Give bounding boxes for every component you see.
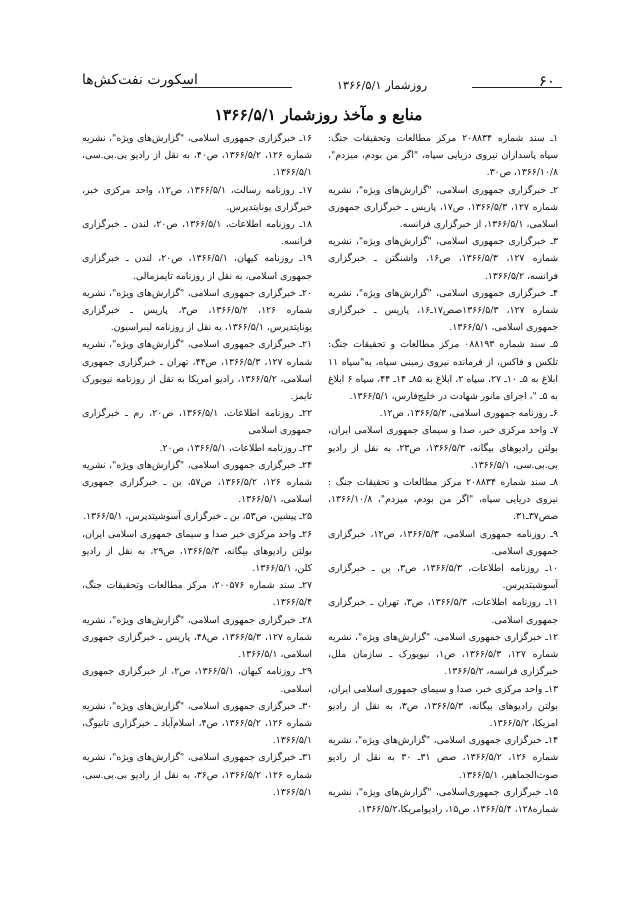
reference-item: ۴ـ خبرگزاری جمهوری اسلامی، "گزارش‌های ویژه"، نشریه شماره ۱۲۷، ۱۳۶۶/۵/۳صص۱۷ـ۱۶، پاریس ـ خبرگزاری جمهوری اسلامی، ۱۳۶۶/۵/۱. [328, 287, 558, 334]
reference-item: ۲۰ـ خبرگزاری جمهوری اسلامی، "گزارش‌های ویژه"، نشریه شماره ۱۲۶، ۱۳۶۶/۵/۲، ص۳، پاریس ـ خبرگزاری یونایتدپرس، ۱۳۶۶/۵/۱، به نقل از روزنامه لیبراسیون. [82, 287, 312, 334]
reference-item: ۱۱ـ روزنامه اطلاعات، ۱۳۶۶/۵/۳، ص۳، تهران ـ خبرگزاری جمهوری اسلامی. [328, 597, 558, 626]
reference-item: ۲۶ـ واحد مرکزی خبر صدا و سیمای جمهوری اسلامی ایران، بولتن رادیوهای بیگانه، ۱۳۶۶/۵/۳، ص۲۹، به نقل از رادیو کلن، ۱۳۶۶/۵/۱. [82, 528, 312, 575]
reference-item: ۳ـ خبرگزاری جمهوری اسلامی، "گزارش‌های ویژه"، نشریه شماره ۱۲۷، ۱۳۶۶/۵/۳، ص۱۶، واشنگتن ـ خبرگزاری فرانسه، ۱۳۶۶/۵/۲. [328, 236, 558, 282]
reference-item: ۳۰ـ خبرگزاری جمهوری اسلامی، "گزارش‌های ویژه"، نشریه شماره ۱۲۶، ۱۳۶۶/۵/۲، ص۴، اسلام‌آباد ـ خبرگزاری تانیوگ، ۱۳۶۶/۵/۱. [82, 700, 312, 747]
references-columns [82, 130, 558, 840]
reference-item: ۱۹ـ روزنامه کیهان، ۱۳۶۶/۵/۱، ص۲۰، لندن ـ خبرگزاری جمهوری اسلامی، به نقل از روزنامه تایمزمالی. [82, 253, 313, 282]
header-date-label: روزشمار ۱۳۶۶/۵/۱ [336, 78, 428, 92]
reference-item: ۲۴ـ خبرگزاری جمهوری اسلامی، "گزارش‌های ویژه"، نشریه شماره ۱۲۶، ۱۳۶۶/۵/۲، ص۵۷، بن ـ خبرگزاری جمهوری اسلامی، ۱۳۶۶/۵/۱. [82, 459, 312, 506]
section-title: منابع و مآخذ روزشمار ۱۳۶۶/۵/۱ [214, 105, 423, 124]
page-header [82, 66, 555, 96]
reference-item: ۲۲ـ روزنامه اطلاعات، ۱۳۶۶/۵/۱، ص۲۰، رم ـ خبرگزاری جمهوری اسلامی [82, 408, 312, 437]
book-title: اسکورت نفت‌کش‌ها [82, 72, 198, 88]
reference-item: ۵ـ سند شماره ۰۸۸۱۹۳ مرکز مطالعات و تحقیقات جنگ: تلکس و فاکس، از فرمانده نیروی زمینی سپاه، به"سپاه ۱۱ ابلاغ به ۵ـ ۱۰ـ ۲۷، سپاه ۲، ابلاغ به ۸۵ـ ۱۴ـ ۴۴، سپاه ۶ ابلاغ به ۵ـ "، اجرای مانور شهادت در خلیج‌فارس، ۱۳۶۶/۵/۱. [328, 339, 558, 403]
reference-item: ۸ـ سند شماره ۲۰۸۸۳۴ مرکز مطالعات و تحقیقات جنگ : نیروی دریایی سپاه، "اگر من بودم، میزدم"، ۱۳۶۶/۱۰/۸، صص۳۷ـ۳۱. [328, 477, 558, 523]
reference-item: ۲۸ـ خبرگزاری جمهوری اسلامی، "گزارش‌های ویژه"، نشریه شماره ۱۲۷، ۱۳۶۶/۵/۳، ص۴۸، پاریس ـ خبرگزاری جمهوری اسلامی، ۱۳۶۶/۵/۱. [82, 614, 312, 661]
page-number: ۶۰ [538, 72, 555, 90]
reference-item: ۱۶ـ خبرگزاری جمهوری اسلامی، "گزارش‌های ویژه"، نشریه شماره ۱۲۶، ۱۳۶۶/۵/۲، ص۴۰، به نقل از رادیو بی.بی.سی، ۱۳۶۶/۵/۱. [82, 133, 312, 179]
reference-item: ۱۴ـ خبرگزاری جمهوری اسلامی، "گزارش‌های ویژه"، نشریه شماره ۱۲۶، ۱۳۶۶/۵/۲، صص ۳۱ـ ۳۰ به نقل از رادیو صوت‌الجماهیر، ۱۳۶۶/۵/۱. [328, 735, 558, 781]
reference-item: ۷ـ واحد مرکزی خبر، صدا و سیمای جمهوری اسلامی ایران، بولتن رادیوهای بیگانه، ۱۳۶۶/۵/۳، ص۲۳، به نقل از رادیو بی.بی.سی، ۱۳۶۶/۵/۱. [328, 425, 558, 471]
reference-item: ۱۰ـ روزنامه اطلاعات، ۱۳۶۶/۵/۳، ص۳، بن ـ خبرگزاری آسوشیتدپرس. [328, 563, 559, 592]
reference-item: ۱۲ـ خبرگزاری جمهوری اسلامی، "گزارش‌های ویژه"، نشریه شماره ۱۲۷، ۱۳۶۶/۵/۳، ص۱، نیویورک ـ سازمان ملل، خبرگزاری فرانسه، ۱۳۶۶/۵/۲. [328, 631, 558, 678]
reference-item: ۱۵ـ خبرگزاری جمهوری‌اسلامی، "گزارش‌های ویژه"، نشریه شماره۱۲۸، ۱۳۶۶/۵/۴، ص۱۵، رادیوامریکا،۱۳۶۶/۵/۲. [328, 786, 558, 815]
reference-item: ۲۷ـ سند شماره ۲۰۰۵۷۶، مرکز مطالعات وتحقیقات جنگ، ۱۳۶۶/۵/۴. [82, 580, 312, 609]
reference-item: ۲۹ـ روزنامه کیهان، ۱۳۶۶/۵/۱، ص۲، از خبرگزاری جمهوری اسلامی. [82, 666, 312, 695]
reference-item: ۲۳ـ روزنامه اطلاعات، ۱۳۶۶/۵/۱، ص۲۰. [159, 442, 312, 454]
references-column-right [328, 130, 558, 818]
reference-item: ۶ـ روزنامه جمهوری اسلامی، ۱۳۶۶/۵/۳، ص۱۲. [379, 408, 558, 420]
reference-item: ۱ـ سند شماره ۲۰۸۸۳۴ مرکز مطالعات وتحقیقات جنگ: سپاه پاسداران نیروی دریایی سپاه، "اگر من بودم، میزدم"، ۱۳۶۶/۱۰/۸، ص۳۰. [328, 133, 558, 179]
header-rule-left [182, 87, 292, 88]
reference-item: ۲۱ـ خبرگزاری جمهوری اسلامی، "گزارش‌های ویژه"، نشریه شماره ۱۲۷، ۱۳۶۶/۵/۳، ص۴۴، تهران ـ خبرگزاری جمهوری اسلامی، ۱۳۶۶/۵/۲، رادیو امریکا به نقل از روزنامه نیویورک تایمز. [82, 339, 312, 403]
references-column-left [82, 130, 312, 801]
reference-item: ۱۳ـ واحد مرکزی خبر، صدا و سیمای جمهوری اسلامی ایران، بولتن رادیوهای بیگانه، ۱۳۶۶/۵/۳، ص۳، به نقل از رادیو امریکا، ۱۳۶۶/۵/۲. [328, 683, 558, 729]
reference-item: ۹ـ روزنامه جمهوری اسلامی، ۱۳۶۶/۵/۳، ص۱۲، خبرگزاری جمهوری اسلامی. [328, 528, 558, 557]
reference-item: ۱۸ـ روزنامه اطلاعات، ۱۳۶۶/۵/۱، ص۲۰، لندن ـ خبرگزاری فرانسه. [82, 219, 313, 248]
reference-item: ۲ـ خبرگزاری جمهوری اسلامی، "گزارش‌های ویژه"، نشریه شماره ۱۲۷، ۱۳۶۶/۵/۳، ص۱۷، پاریس ـ خبرگزاری جمهوری اسلامی، ۱۳۶۶/۵/۱، از خبرگزاری فرانسه. [328, 184, 558, 231]
reference-item: ۲۵ـ پیشین، ص۵۳، بن ـ خبرگزاری آسوشیتدپرس، ۱۳۶۶/۵/۱. [83, 511, 312, 523]
reference-item: ۱۷ـ روزنامه رسالت، ۱۳۶۶/۵/۱، ص۱۲، واحد مرکزی خبر، خبرگزاری یونایتدپرس. [82, 184, 312, 213]
reference-item: ۳۱ـ خبرگزاری جمهوری اسلامی، "گزارش‌های ویژه"، نشریه شماره ۱۲۶، ۱۳۶۶/۵/۲، ص۳۶، به نقل از رادیو بی.بی.سی، ۱۳۶۶/۵/۱. [82, 752, 312, 798]
